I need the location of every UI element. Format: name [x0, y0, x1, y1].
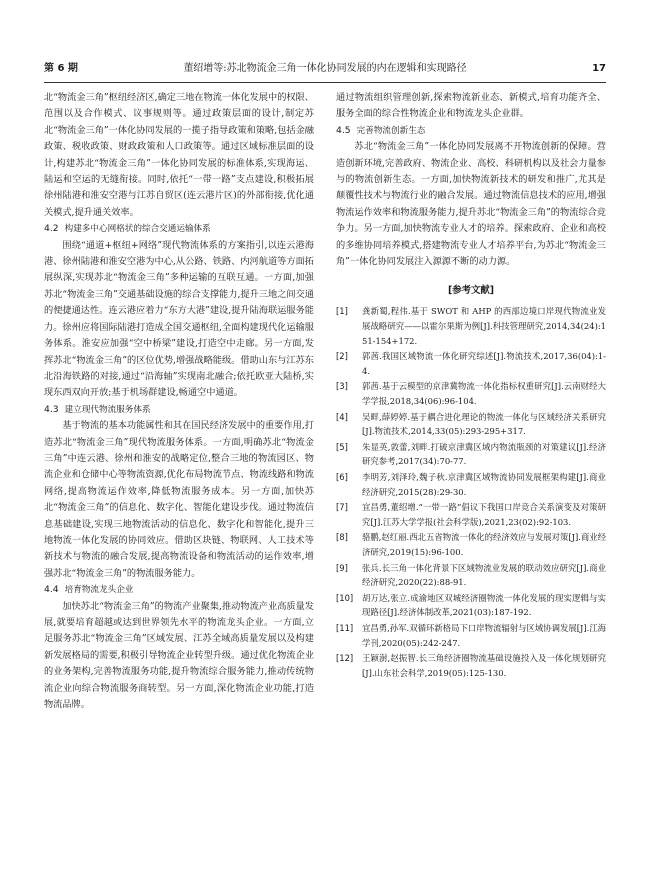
reference-item [336, 349, 606, 378]
body-paragraph: 围绕“通道+枢纽+网络”现代物流体系的方案指引,以连云港海港、徐州陆港和淮安空港为中心,从公路、铁路、内河航道等方面拓展纵深,实现苏北“物流金三角”多种运输的互联互通。一方面,加强苏北“物流金三角”交通基础设施的综合支撑能力,提升三地之间交通的便捷通达性。连云港应着力“东方大港”建设,提升陆海联运服务能力。徐州应将国际陆港打造成全国交通枢纽,全面构建现代化运输服务体系。淮安应加强“空中桥梁”建设,打造空中走廊。另一方面,发挥苏北“物流金三角”的区位优势,增强战略能级。借助山东与江苏东北沿海铁路的对接,通过“沿海轴”实现南北融合;依托欧亚大陆桥,实现东西双向开放;基于机场群建设,畅通空中通道。 [44, 239, 314, 399]
reference-item [336, 530, 606, 559]
reference-text: 胡万达,张立.成渝地区双城经济圈物流一体化发展的现实逻辑与实现路径[J].经济体制改革,2021(03):187-192. [362, 592, 606, 618]
reference-item [336, 591, 606, 620]
reference-number: [4] [336, 411, 348, 422]
section-number: 4.4 [44, 584, 59, 596]
reference-text: 王颖澍,赵振智.长三角经济圈物流基础设施投入及一体化规划研究[J].山东社会科学,2019(05):125-130. [362, 653, 606, 678]
right-column [336, 90, 606, 681]
reference-number: [9] [336, 562, 348, 573]
reference-item [336, 470, 606, 499]
reference-number: [7] [336, 502, 348, 513]
reference-text: 宜昌勇,孙军.双循环新格局下口岸物流辐射与区域协调发展[J].江海学刊,2020(05):242-247. [362, 622, 607, 648]
reference-number: [10] [336, 592, 354, 603]
section-title: 完善物流创新生态 [356, 125, 426, 136]
references-title: [参考文献] [447, 285, 495, 297]
section-heading-4-2 [44, 221, 314, 237]
body-paragraph: 北“物流金三角”枢纽经济区,确定三地在物流一体化发展中的权限、范围以及合作模式、议事规则等。通过政策层面的设计,制定苏北“物流金三角”一体化协同发展的一揽子指导政策和策略,包括金融政策、税收政策、财政政策和人口政策等。通过区域标准层面的设计,构建苏北“物流金三角”一体化协同发展的标准体系,实现海运、陆运和空运的无缝衔接。同时,依托“一带一路”支点建设,积极拓展徐州陆港和淮安空港与江苏自贸区(连云港片区)的外部衔接,优化通关模式,提升通关效率。 [44, 92, 314, 218]
reference-number: [1] [336, 306, 348, 317]
reference-text: 朱显英,敦蕾,刘畔.打破京津冀区域内物流瓶颈的对策建议[J].经济研究参考,2017(34):70-77. [362, 441, 606, 467]
section-number: 4.5 [336, 124, 351, 136]
reference-number: [5] [336, 441, 348, 452]
reference-item [336, 651, 606, 680]
reference-text: 吴畔,薛婷婷.基于耦合进化理论的物流一体化与区域经济关系研究[J].物流技术,2014,33(05):293-295+317. [362, 411, 606, 437]
section-number: 4.2 [44, 223, 59, 235]
section-title: 建立现代物流服务体系 [64, 404, 151, 415]
reference-item [336, 304, 606, 348]
header-rule [44, 82, 606, 83]
reference-item [336, 410, 606, 439]
reference-number: [2] [336, 351, 348, 362]
reference-text: 宜昌勇,董绍增.“一带一路”倡议下我国口岸竞合关系演变及对策研究[J].江苏大学学报(社会科学版),2021,23(02):92-103. [362, 502, 606, 527]
reference-text: 郭茜.我国区域物流一体化研究综述[J].物流技术,2017,36(04):1-4. [362, 351, 606, 376]
reference-text: 郭茜.基于云模型的京津冀物流一体化指标权重研究[J].云南财经大学学报,2018,34(06):96-104. [362, 381, 606, 407]
left-column [44, 90, 314, 713]
reference-item [336, 379, 606, 408]
running-header [40, 60, 610, 78]
reference-list [336, 304, 606, 680]
body-paragraph: 基于物流的基本功能属性和其在国民经济发展中的重要作用,打造苏北“物流金三角”现代物流服务体系。一方面,明确苏北“物流金三角”中连云港、徐州和淮安的战略定位,整合三地的物流园区、物流企业和仓储中心等物流资源,优化布局物流节点、物流线路和物流网络,提高物流运作效率,降低物流服务成本。另一方面,加快苏北“物流金三角”的信息化、数字化、智能化建设步伐。通过物流信息基础建设,实现三地物流活动的信息化、数字化和智能化,提升三地物流一体化发展的协同效应。借助区块链、物联网、人工技术等新技术与物流的融合发展,提高物流设备和物流活动的运作效率,增强苏北“物流金三角”的物流服务能力。 [44, 420, 314, 579]
section-heading-4-3 [44, 402, 314, 418]
reference-text: 李明芳,刘泽玲,魏子秋.京津冀区域物流协同发展框架构建[J].商业经济研究,2015(28):29-30. [362, 472, 606, 497]
running-title: 董绍增等:苏北物流金三角一体化协同发展的内在逻辑和实现路径 [183, 63, 467, 74]
reference-text: 骆鹏,赵红丽.西北五省物流一体化的经济效应与发展对策[J].商业经济研究,2019(15):96-100. [362, 532, 607, 557]
reference-item [336, 440, 606, 469]
reference-number: [12] [336, 653, 354, 664]
reference-item [336, 561, 606, 590]
section-heading-4-5 [336, 123, 606, 139]
issue-number: 第 6 期 [44, 63, 78, 74]
reference-number: [3] [336, 381, 348, 392]
body-paragraph: 通过物流组织管理创新,探索物流新业态、新模式,培育功能齐全、服务全面的综合性物流企业和物流龙头企业群。 [336, 92, 606, 120]
body-paragraph: 加快苏北“物流金三角”的物流产业聚集,推动物流产业高质量发展,就要培育超越或达到世界领先水平的物流龙头企业。一方面,立足服务苏北“物流金三角”区域发展、江苏全域高质量发展以及构建新发展格局的需要,积极引导物流企业转型升级。通过优化物流企业的业务架构,完善物流服务功能,提升物流综合服务能力,推动传统物流企业向综合物流服务商转型。另一方面,深化物流企业功能,打造物流品牌。 [44, 600, 314, 711]
section-number: 4.3 [44, 403, 59, 415]
reference-number: [6] [336, 472, 348, 482]
section-title: 培育物流龙头企业 [64, 585, 134, 596]
reference-number: [11] [336, 622, 354, 633]
page-number: 17 [592, 63, 606, 74]
reference-text: 龚新蜀,程伟.基于 SWOT 和 AHP 的西部边境口岸现代物流业发展战略研究——以霍尔果斯为例[J].科技管理研究,2014,34(24):151-154+172. [362, 306, 606, 346]
reference-item [336, 621, 606, 650]
reference-text: 张兵.长三角一体化背景下区域物流业发展的联动效应研究[J].商业经济研究,2020(22):88-91. [362, 562, 606, 588]
section-heading-4-4 [44, 582, 314, 598]
reference-number: [8] [336, 532, 348, 543]
reference-item [336, 500, 606, 529]
body-paragraph: 苏北“物流金三角”一体化协同发展离不开物流创新的保障。营造创新环境,完善政府、物流企业、高校、科研机构以及社会力量参与的物流创新生态。一方面,加快物流新技术的研发和推广,尤其是颠覆性技术与物流行业的融合发展。通过物流信息技术的应用,增强物流运作效率和物流服务能力,提升苏北“物流金三角”的物流综合竞争力。另一方面,加快物流专业人才的培养。探索政府、企业和高校的多维协同培养模式,搭建物流专业人才培养平台,为苏北“物流金三角”一体化协同发展注入源源不断的动力源。 [336, 141, 606, 268]
section-title: 构建多中心网格状的综合交通运输体系 [64, 224, 211, 235]
